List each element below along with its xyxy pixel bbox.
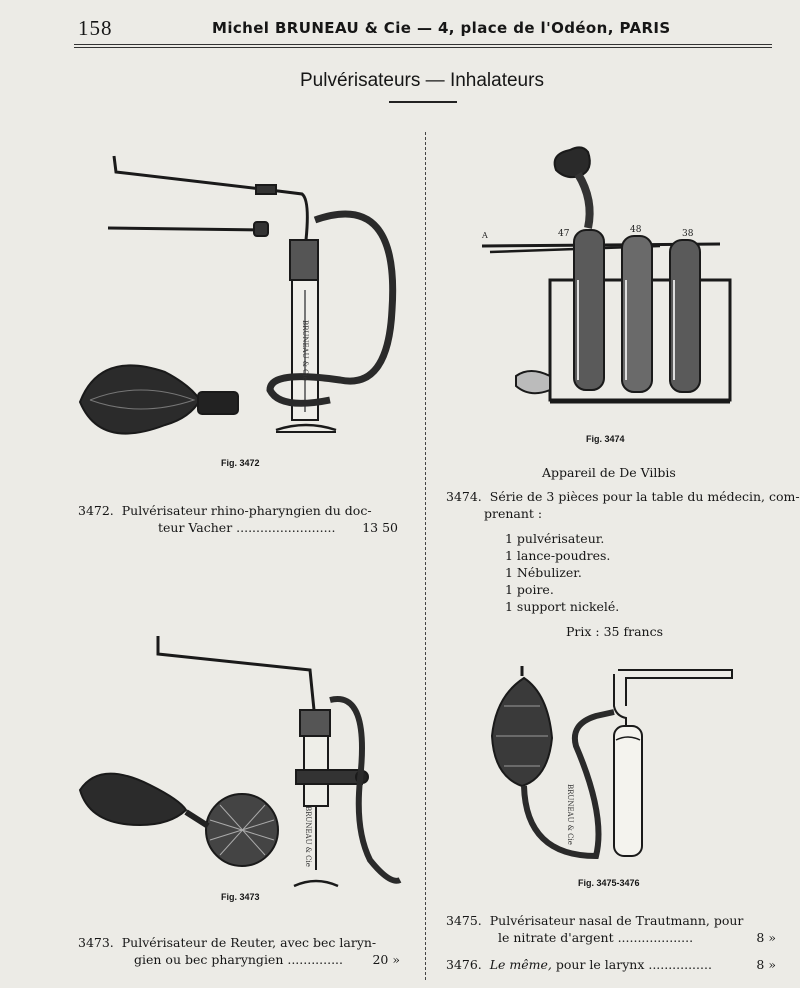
item-price: 8 » (756, 957, 776, 972)
component-item: 1 pulvérisateur. (505, 531, 605, 546)
price-3474: Prix : 35 francs (566, 624, 663, 639)
item-number: 3475. (446, 913, 482, 928)
item-desc-1: Pulvérisateur nasal de Trautmann, pour (489, 913, 744, 928)
item-price: 20 » (372, 952, 400, 967)
item-3475 (446, 912, 776, 946)
item-desc-2: gien ou bec pharyngien .............. (134, 952, 343, 967)
label-a: A (482, 231, 488, 240)
item-desc-1: Série de 3 pièces pour la table du médecin, com- (489, 489, 800, 504)
fig-label-3472: Fig. 3472 (221, 458, 260, 468)
component-item: 1 Nébulizer. (505, 565, 582, 580)
item-desc-2: teur Vacher ......................... (158, 520, 336, 535)
item-3474 (446, 488, 800, 522)
item-3473 (78, 934, 400, 968)
item-desc-1: Pulvérisateur rhino-pharyngien du doc- (121, 503, 372, 518)
engraving-3473: BRUNEAU & Cie (304, 806, 312, 867)
page-number: 158 (78, 16, 113, 40)
illustration-3474 (470, 140, 750, 430)
item-number: 3476. (446, 957, 482, 972)
label-47: 47 (558, 229, 570, 239)
illustration-3473 (70, 630, 410, 890)
item-3472 (78, 502, 398, 536)
fig-label-3474: Fig. 3474 (586, 434, 625, 444)
label-38: 38 (682, 229, 694, 239)
item-number: 3474. (446, 489, 482, 504)
title-underline (389, 101, 457, 103)
fig-label-3473: Fig. 3473 (221, 892, 260, 902)
illustration-3472 (70, 150, 410, 450)
engraving-3472: BRUNEAU & Cie (301, 320, 309, 381)
item-desc-2: le nitrate d'argent ................... (498, 930, 694, 945)
header-rule-double (74, 47, 772, 48)
page-header: Michel BRUNEAU & Cie — 4, place de l'Odéon, PARIS (212, 19, 671, 37)
component-item: 1 support nickelé. (505, 599, 620, 614)
item-3476 (446, 956, 776, 973)
components-list (505, 530, 619, 615)
engraving-3475: BRUNEAU & Cie (566, 784, 574, 845)
item-number: 3472. (78, 503, 114, 518)
item-desc-2: prenant : (484, 506, 543, 521)
item-italic: Le même, (489, 957, 552, 972)
item-number: 3473. (78, 935, 114, 950)
item-desc-1: Pulvérisateur de Reuter, avec bec laryn- (121, 935, 377, 950)
column-divider (425, 132, 426, 980)
header-rule (74, 44, 772, 45)
illustration-3475 (486, 666, 746, 876)
item-desc: pour le larynx ................ (555, 957, 712, 972)
component-item: 1 poire. (505, 582, 554, 597)
component-item: 1 lance-poudres. (505, 548, 611, 563)
item-price: 8 » (756, 930, 776, 945)
fig-label-3475: Fig. 3475-3476 (578, 878, 640, 888)
label-48: 48 (630, 225, 642, 235)
item-price: 13 50 (362, 520, 398, 535)
section-title: Pulvérisateurs — Inhalateurs (300, 70, 544, 91)
caption-3474: Appareil de De Vilbis (542, 465, 676, 480)
